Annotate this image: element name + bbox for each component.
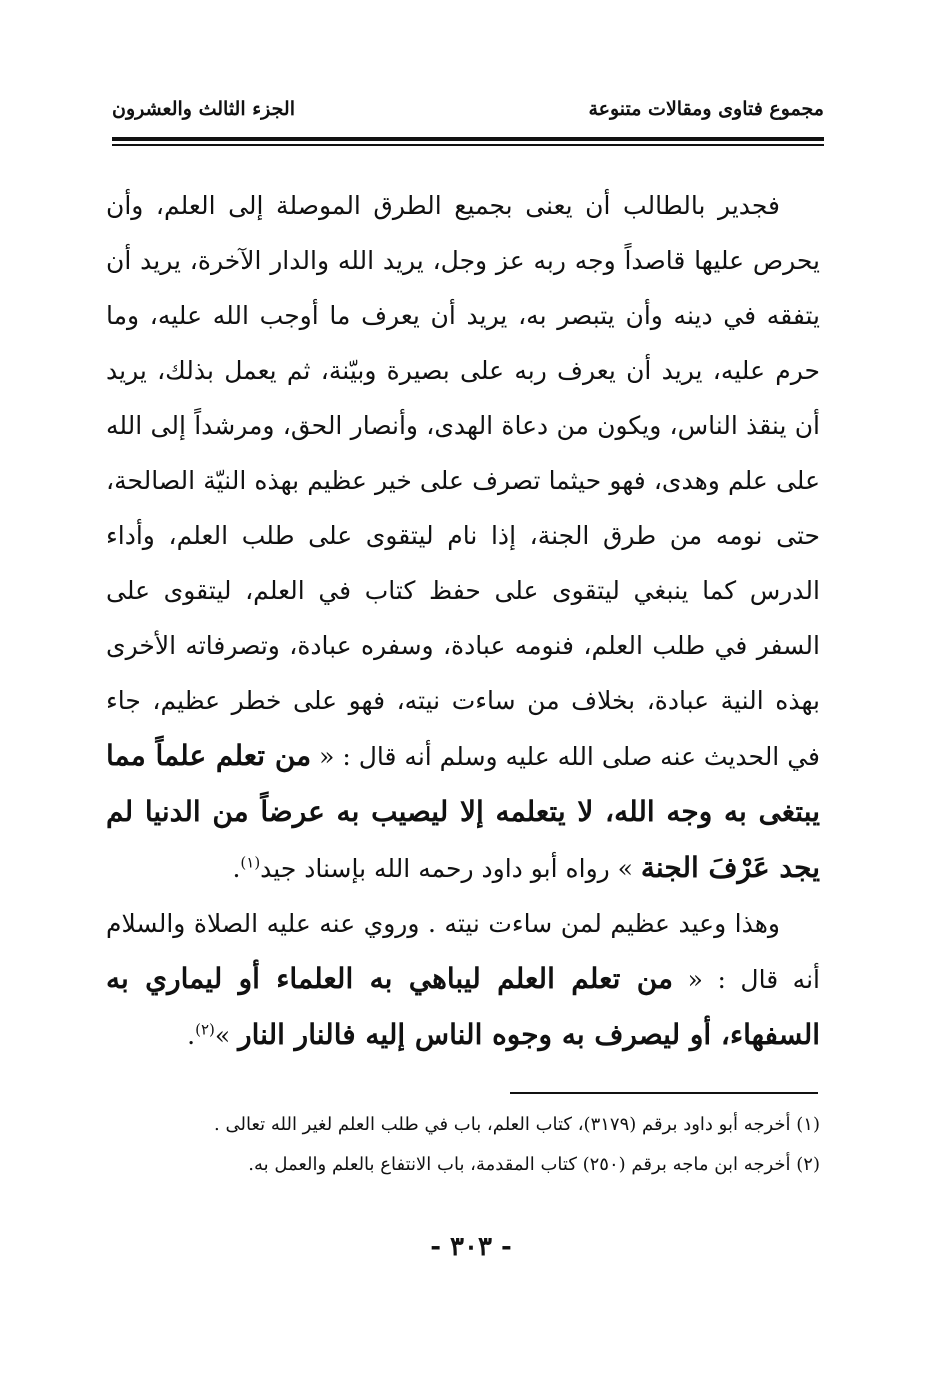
footnote-separator: [510, 1092, 818, 1094]
hadith-quote-2: من تعلم العلم ليباهي به العلماء أو ليماري به السفهاء، أو ليصرف به وجوه الناس إليه فالنار النار: [106, 962, 820, 1051]
book-title: مجموع فتاوى ومقالات متنوعة: [588, 98, 824, 120]
main-text: [106, 178, 820, 1063]
running-header: [112, 92, 824, 132]
header-rule-thin: [112, 144, 824, 146]
volume-label: الجزء الثالث والعشرون: [112, 98, 295, 120]
paragraph-1: فجدير بالطالب أن يعنى بجميع الطرق الموصلة إلى العلم، وأن يحرص عليها قاصداً وجه ربه عز وجل، يريد الله والدار الآخرة، يريد أن يتفقه في دينه وأن يتبصر به، يريد أن يعرف ما أوجب الله عليه، وما حرم عليه، يريد أن يعرف ربه على بصيرة وبيّنة، ثم يعمل بذلك، يريد أن ينقذ الناس، ويكون من دعاة الهدى، وأنصار الحق، ومرشداً إلى الله على علم وهدى، فهو حيثما تصرف على خير عظيم بهذه النيّة الصالحة، حتى نومه من طرق الجنة، إذا نام ليتقوى على طلب العلم، وأداء الدرس كما ينبغي ليتقوى على حفظ كتاب في العلم، ليتقوى على السفر في طلب العلم، فنومه عبادة، وسفره عبادة، وتصرفاته الأخرى بهذه النية عبادة، بخلاف من ساءت نيته، فهو على خطر عظيم، جاء في الحديث عنه صلى الله عليه وسلم أنه قال : « من تعلم علماً مما يبتغى به وجه الله، لا يتعلمه إلا ليصيب به عرضاً من الدنيا لم يجد عَرْفَ الجنة » رواه أبو داود رحمه الله بإسناد جيد$^{(١)}$.: [105, 191, 820, 884]
paragraph-1-text: فجدير بالطالب أن يعنى بجميع الطرق الموصلة إلى العلم، وأن يحرص عليها قاصداً وجه ربه عز وجل، يريد الله والدار الآخرة، يريد أن يتفقه في دينه وأن يتبصر به، يريد أن يعرف ما أوجب الله عليه، وما حرم عليه، يريد أن يعرف ربه على بصيرة وبيّنة، ثم يعمل بذلك، يريد أن ينقذ الناس، ويكون من دعاة الهدى، وأنصار الحق، ومرشداً إلى الله على علم وهدى، فهو حيثما تصرف على خير عظيم بهذه النيّة الصالحة، حتى نومه من طرق الجنة، إذا نام ليتقوى على طلب العلم، وأداء الدرس كما ينبغي ليتقوى على حفظ كتاب في العلم، ليتقوى على السفر في طلب العلم، فنومه عبادة، وسفره عبادة، وتصرفاته الأخرى بهذه النية عبادة، بخلاف من ساءت نيته، فهو على خطر عظيم، جاء في الحديث عنه صلى الله عليه وسلم أنه قال : «: [106, 191, 820, 771]
footnote-ref-1[interactable]: (١): [240, 853, 261, 872]
footnote-1: (١) أخرجه أبو داود برقم (٣١٧٩)، كتاب العلم، باب في طلب العلم لغير الله تعالى .: [214, 1114, 820, 1135]
paragraph-2: وهذا وعيد عظيم لمن ساءت نيته . وروي عنه عليه الصلاة والسلام أنه قال : « من تعلم العلم ليباهي به العلماء أو ليماري به السفهاء، أو ليصرف به وجوه الناس إليه فالنار النار »$^{(٢)}$.: [106, 909, 820, 1051]
footnotes: [106, 1108, 820, 1188]
footnote-ref-2[interactable]: (٢): [195, 1020, 215, 1039]
page-number: - ٣٠٣ -: [430, 1232, 512, 1262]
paragraph-2-text: وهذا وعيد عظيم لمن ساءت نيته . وروي عنه عليه الصلاة والسلام أنه قال : «: [106, 909, 820, 994]
footnote-2: (٢) أخرجه ابن ماجه برقم (٢٥٠) كتاب المقدمة، باب الانتفاع بالعلم والعمل به.: [248, 1154, 820, 1175]
header-rule-thick: [112, 137, 824, 141]
paragraph-2-citation: »: [214, 1021, 239, 1050]
hadith-quote-1: من تعلم علماً مما يبتغى به وجه الله، لا يتعلمه إلا ليصيب به عرضاً من الدنيا لم يجد عَرْفَ الجنة: [105, 739, 820, 884]
paragraph-1-citation: » رواه أبو داود رحمه الله بإسناد جيد: [260, 854, 641, 883]
